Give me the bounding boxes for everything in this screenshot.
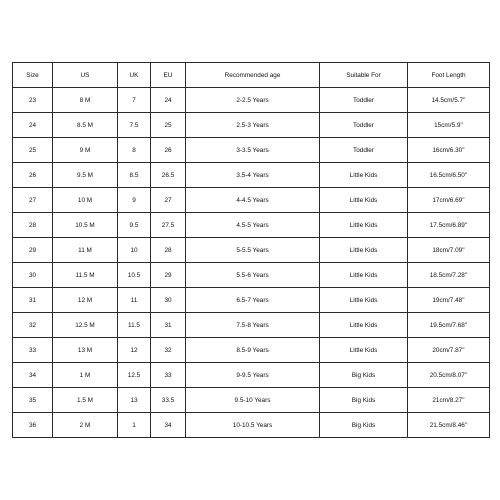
cell-recommended-age: 4-4.5 Years bbox=[186, 188, 320, 213]
cell-recommended-age: 3-3.5 Years bbox=[186, 138, 320, 163]
cell-recommended-age: 2.5-3 Years bbox=[186, 113, 320, 138]
cell-us: 11.5 M bbox=[53, 263, 118, 288]
cell-eu: 33.5 bbox=[151, 388, 186, 413]
cell-size: 31 bbox=[13, 288, 53, 313]
column-header-suitable-for: Suitable For bbox=[320, 63, 408, 88]
cell-size: 30 bbox=[13, 263, 53, 288]
cell-us: 8.5 M bbox=[53, 113, 118, 138]
cell-recommended-age: 9.5-10 Years bbox=[186, 388, 320, 413]
cell-uk: 11 bbox=[118, 288, 151, 313]
cell-size: 28 bbox=[13, 213, 53, 238]
cell-us: 1.5 M bbox=[53, 388, 118, 413]
cell-foot-length: 20cm/7.87'' bbox=[408, 338, 490, 363]
cell-foot-length: 16cm/6.30'' bbox=[408, 138, 490, 163]
cell-suitable-for: Big Kids bbox=[320, 363, 408, 388]
cell-eu: 25 bbox=[151, 113, 186, 138]
cell-recommended-age: 7.5-8 Years bbox=[186, 313, 320, 338]
column-header-recommended-age: Recommended age bbox=[186, 63, 320, 88]
column-header-us: US bbox=[53, 63, 118, 88]
cell-recommended-age: 8.5-9 Years bbox=[186, 338, 320, 363]
cell-eu: 30 bbox=[151, 288, 186, 313]
cell-suitable-for: Little Kids bbox=[320, 238, 408, 263]
cell-recommended-age: 3.5-4 Years bbox=[186, 163, 320, 188]
cell-us: 9 M bbox=[53, 138, 118, 163]
cell-foot-length: 16.5cm/6.50'' bbox=[408, 163, 490, 188]
cell-uk: 11.5 bbox=[118, 313, 151, 338]
cell-recommended-age: 2-2.5 Years bbox=[186, 88, 320, 113]
cell-eu: 27.5 bbox=[151, 213, 186, 238]
cell-size: 23 bbox=[13, 88, 53, 113]
table-row bbox=[13, 213, 490, 238]
header-row bbox=[13, 63, 490, 88]
table-row bbox=[13, 263, 490, 288]
table-row bbox=[13, 338, 490, 363]
cell-size: 35 bbox=[13, 388, 53, 413]
cell-size: 26 bbox=[13, 163, 53, 188]
table-row bbox=[13, 363, 490, 388]
cell-recommended-age: 6.5-7 Years bbox=[186, 288, 320, 313]
cell-foot-length: 21.5cm/8.46'' bbox=[408, 413, 490, 438]
table-row bbox=[13, 138, 490, 163]
cell-uk: 10 bbox=[118, 238, 151, 263]
cell-suitable-for: Big Kids bbox=[320, 388, 408, 413]
column-header-size: Size bbox=[13, 63, 53, 88]
cell-eu: 28 bbox=[151, 238, 186, 263]
cell-suitable-for: Little Kids bbox=[320, 313, 408, 338]
table-row bbox=[13, 413, 490, 438]
cell-uk: 9.5 bbox=[118, 213, 151, 238]
cell-foot-length: 19cm/7.48'' bbox=[408, 288, 490, 313]
cell-eu: 33 bbox=[151, 363, 186, 388]
cell-eu: 29 bbox=[151, 263, 186, 288]
column-header-foot-length: Foot Length bbox=[408, 63, 490, 88]
cell-eu: 24 bbox=[151, 88, 186, 113]
cell-eu: 27 bbox=[151, 188, 186, 213]
table-row bbox=[13, 288, 490, 313]
cell-eu: 31 bbox=[151, 313, 186, 338]
cell-size: 34 bbox=[13, 363, 53, 388]
cell-eu: 26 bbox=[151, 138, 186, 163]
table-row bbox=[13, 163, 490, 188]
column-header-uk: UK bbox=[118, 63, 151, 88]
cell-uk: 13 bbox=[118, 388, 151, 413]
cell-uk: 9 bbox=[118, 188, 151, 213]
size-chart-table bbox=[12, 62, 490, 438]
cell-uk: 12 bbox=[118, 338, 151, 363]
cell-uk: 10.5 bbox=[118, 263, 151, 288]
table-row bbox=[13, 188, 490, 213]
cell-suitable-for: Toddler bbox=[320, 88, 408, 113]
cell-recommended-age: 10-10.5 Years bbox=[186, 413, 320, 438]
cell-suitable-for: Little Kids bbox=[320, 338, 408, 363]
table-row bbox=[13, 313, 490, 338]
cell-us: 1 M bbox=[53, 363, 118, 388]
cell-eu: 34 bbox=[151, 413, 186, 438]
cell-suitable-for: Little Kids bbox=[320, 213, 408, 238]
size-chart-body bbox=[13, 88, 490, 438]
cell-uk: 8.5 bbox=[118, 163, 151, 188]
cell-us: 12.5 M bbox=[53, 313, 118, 338]
cell-us: 12 M bbox=[53, 288, 118, 313]
table-row bbox=[13, 113, 490, 138]
cell-eu: 26.5 bbox=[151, 163, 186, 188]
cell-suitable-for: Toddler bbox=[320, 138, 408, 163]
cell-size: 25 bbox=[13, 138, 53, 163]
cell-foot-length: 21cm/8.27'' bbox=[408, 388, 490, 413]
cell-uk: 7.5 bbox=[118, 113, 151, 138]
cell-size: 36 bbox=[13, 413, 53, 438]
table-row bbox=[13, 388, 490, 413]
cell-foot-length: 20.5cm/8.07'' bbox=[408, 363, 490, 388]
size-chart-header bbox=[13, 63, 490, 88]
cell-size: 32 bbox=[13, 313, 53, 338]
cell-suitable-for: Little Kids bbox=[320, 288, 408, 313]
cell-size: 27 bbox=[13, 188, 53, 213]
cell-suitable-for: Toddler bbox=[320, 113, 408, 138]
cell-us: 13 M bbox=[53, 338, 118, 363]
cell-size: 29 bbox=[13, 238, 53, 263]
cell-us: 2 M bbox=[53, 413, 118, 438]
cell-uk: 8 bbox=[118, 138, 151, 163]
cell-suitable-for: Little Kids bbox=[320, 163, 408, 188]
cell-foot-length: 14.5cm/5.7'' bbox=[408, 88, 490, 113]
cell-us: 9.5 M bbox=[53, 163, 118, 188]
cell-us: 11 M bbox=[53, 238, 118, 263]
cell-us: 10 M bbox=[53, 188, 118, 213]
cell-uk: 12.5 bbox=[118, 363, 151, 388]
column-header-eu: EU bbox=[151, 63, 186, 88]
cell-foot-length: 19.5cm/7.68'' bbox=[408, 313, 490, 338]
cell-recommended-age: 4.5-5 Years bbox=[186, 213, 320, 238]
cell-recommended-age: 5-5.5 Years bbox=[186, 238, 320, 263]
cell-us: 8 M bbox=[53, 88, 118, 113]
cell-size: 33 bbox=[13, 338, 53, 363]
cell-recommended-age: 9-9.5 Years bbox=[186, 363, 320, 388]
cell-foot-length: 15cm/5.9'' bbox=[408, 113, 490, 138]
cell-uk: 7 bbox=[118, 88, 151, 113]
cell-size: 24 bbox=[13, 113, 53, 138]
cell-foot-length: 18cm/7.09'' bbox=[408, 238, 490, 263]
cell-eu: 32 bbox=[151, 338, 186, 363]
table-row bbox=[13, 238, 490, 263]
cell-foot-length: 17.5cm/6.89'' bbox=[408, 213, 490, 238]
cell-foot-length: 17cm/6.69'' bbox=[408, 188, 490, 213]
cell-uk: 1 bbox=[118, 413, 151, 438]
cell-recommended-age: 5.5-6 Years bbox=[186, 263, 320, 288]
table-row bbox=[13, 88, 490, 113]
cell-suitable-for: Little Kids bbox=[320, 263, 408, 288]
cell-us: 10.5 M bbox=[53, 213, 118, 238]
cell-suitable-for: Little Kids bbox=[320, 188, 408, 213]
cell-foot-length: 18.5cm/7.28'' bbox=[408, 263, 490, 288]
cell-suitable-for: Big Kids bbox=[320, 413, 408, 438]
